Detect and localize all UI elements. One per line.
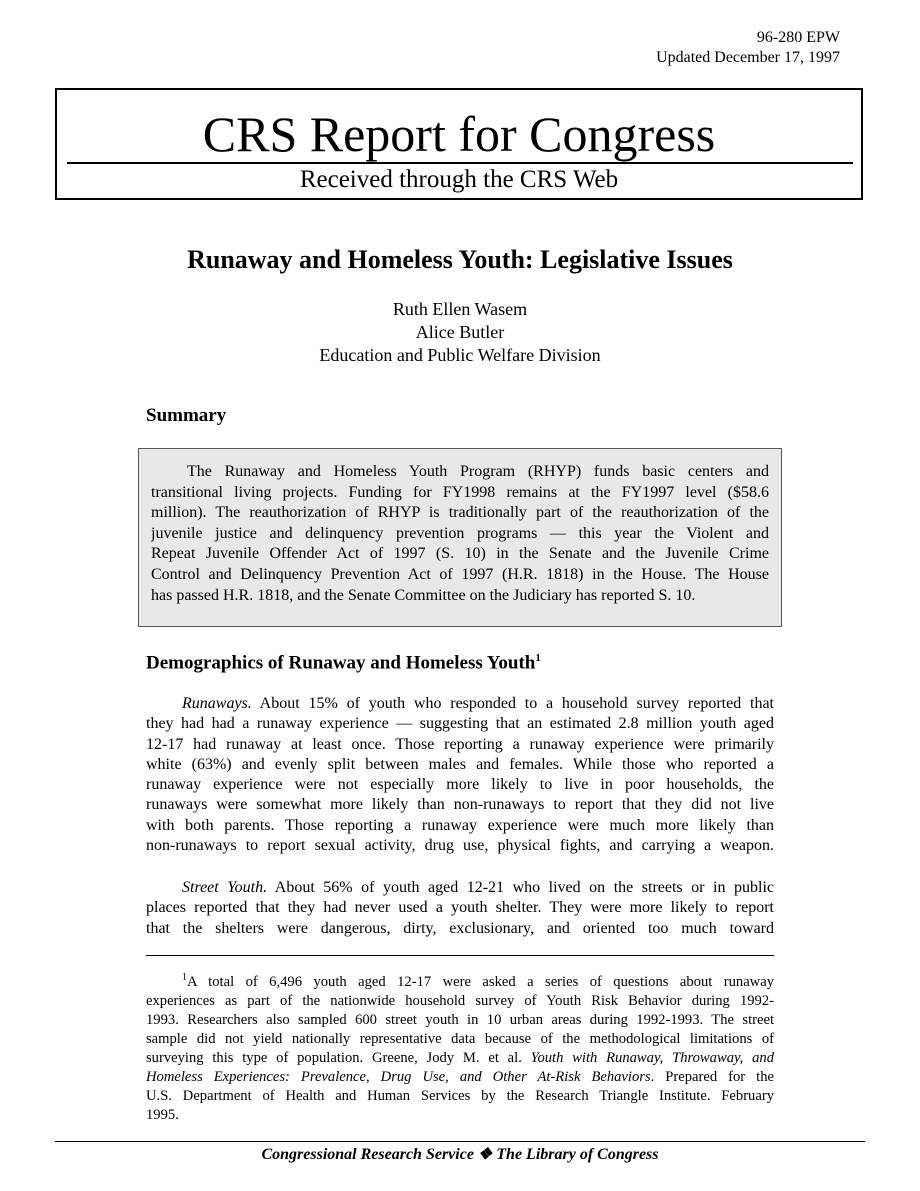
author-block — [0, 298, 920, 367]
summary-line: The Runaway and Homeless Youth Program (RHYP) funds basic centers and — [187, 463, 769, 480]
footer-text: Congressional Research Service ❖ The Library of Congress — [261, 1146, 659, 1163]
footnote-line: experiences as part of the nationwide household survey of Youth Risk Behavior during 1992- — [146, 992, 774, 1009]
paragraph-line: they had had a runaway experience — suggesting that an estimated 2.8 million youth aged — [146, 715, 774, 733]
author-name: Ruth Ellen Wasem — [392, 299, 528, 319]
citation-title: Homeless Experiences: Prevalence, Drug Use, and Other At-Risk Behaviors — [146, 1068, 651, 1085]
summary-line: million). The reauthorization of RHYP is traditionally part of the reauthorization of the — [151, 504, 769, 522]
paragraph-text: About 56% of youth aged 12-21 who lived on the streets or in public — [267, 879, 774, 896]
masthead-box — [55, 88, 863, 200]
citation-title: Youth with Runaway, Throwaway, and — [530, 1049, 774, 1066]
paragraph-runaways — [146, 694, 774, 856]
footnote-reference: 1 — [535, 652, 541, 664]
summary-heading: Summary — [146, 405, 227, 426]
paragraph-street-youth — [146, 878, 774, 939]
report-number: 96-280 EPW — [756, 29, 840, 46]
footnote-text: surveying this type of population. Greene, Jody M. et al. — [146, 1049, 531, 1066]
author-name: Alice Butler — [415, 322, 505, 342]
footnote-line: 1993. Researchers also sampled 600 street youth in 10 urban areas during 1992-1993. The street — [146, 1011, 774, 1028]
document-title: Runaway and Homeless Youth: Legislative Issues — [187, 245, 733, 274]
paragraph-line: with both parents. Those reporting a runaway experience were much more likely than — [146, 816, 774, 834]
paragraph-line — [146, 878, 774, 898]
footer-divider — [55, 1141, 865, 1142]
run-in-label: Runaways. — [182, 695, 252, 712]
summary-box — [138, 448, 782, 627]
footnote-line — [146, 968, 774, 992]
report-updated-date: Updated December 17, 1997 — [656, 49, 840, 66]
section-heading-demographics — [146, 652, 541, 674]
footnote-divider — [146, 955, 774, 956]
summary-line: has passed H.R. 1818, and the Senate Committee on the Judiciary has reported S. 10. — [151, 586, 696, 604]
footnote-line: U.S. Department of Health and Human Services by the Research Triangle Institute. February — [146, 1087, 774, 1104]
section-heading-text: Demographics of Runaway and Homeless Youth — [146, 652, 536, 674]
paragraph-line: white (63%) and evenly split between males and females. While those who reported a — [146, 755, 774, 773]
paragraph-line: places reported that they had never used a youth shelter. They were more likely to report — [146, 899, 774, 917]
run-in-label: Street Youth. — [182, 879, 268, 896]
footnote-line: sample did not yield nationally representative data because of the methodological limitations of — [146, 1030, 774, 1047]
report-identifier — [656, 28, 840, 68]
footnote-line — [146, 1068, 774, 1087]
paragraph-line: runaway experience were not especially more likely to live in poor households, the — [146, 776, 774, 794]
masthead-subtitle: Received through the CRS Web — [299, 166, 619, 193]
paragraph-text: About 15% of youth who responded to a household survey reported that — [251, 695, 774, 712]
masthead-title: CRS Report for Congress — [202, 106, 716, 162]
author-division: Education and Public Welfare Division — [319, 345, 601, 365]
paragraph-line: that the shelters were dangerous, dirty, exclusionary, and oriented too much toward — [146, 919, 774, 937]
footnote-line — [146, 1049, 774, 1068]
footnote-line: 1995. — [146, 1106, 179, 1123]
paragraph-line: non-runaways to report sexual activity, drug use, physical fights, and carrying a weapon. — [146, 837, 774, 855]
footnote-marker: 1 — [182, 972, 187, 983]
footnote — [146, 968, 774, 1125]
summary-line: Control and Delinquency Prevention Act of 1997 (H.R. 1818) in the House. The House — [151, 565, 769, 583]
summary-line: juvenile justice and delinquency prevention programs — this year the Violent and — [151, 524, 769, 542]
footnote-text: . Prepared for the — [650, 1068, 774, 1085]
paragraph-line: 12-17 had runaway at least once. Those reporting a runaway experience were primarily — [146, 735, 774, 753]
paragraph-line: runaways were somewhat more likely than non-runaways to report that they did not live — [146, 796, 774, 814]
footnote-text: A total of 6,496 youth aged 12-17 were asked a series of questions about runaway — [187, 973, 774, 990]
summary-line: Repeat Juvenile Offender Act of 1997 (S. 10) in the Senate and the Juvenile Crime — [151, 545, 769, 563]
paragraph-line — [146, 694, 774, 714]
summary-line: transitional living projects. Funding for FY1998 remains at the FY1997 level ($58.6 — [151, 483, 769, 501]
